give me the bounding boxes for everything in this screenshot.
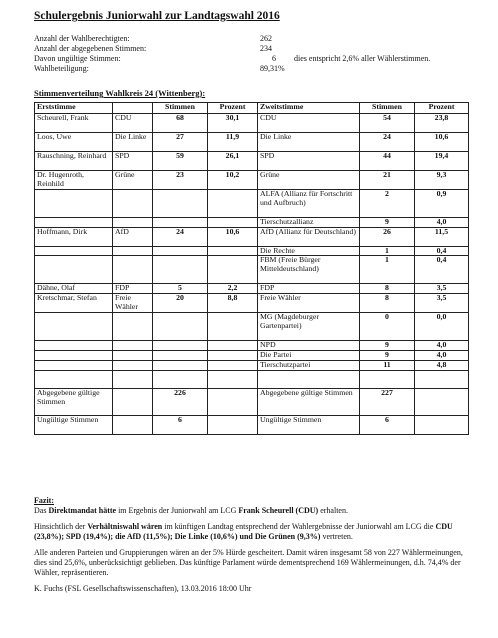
table-cell: 0,0 — [415, 313, 469, 341]
table-cell — [35, 218, 113, 228]
column-header: Zweitstimme — [258, 103, 360, 114]
table-cell — [113, 218, 153, 228]
stat-label: Wahlbeteiligung: — [34, 64, 89, 73]
table-cell: 23,8 — [415, 114, 469, 133]
table-row — [35, 152, 469, 171]
column-header: Erststimme — [35, 103, 113, 114]
table-cell: Die Linke — [113, 133, 153, 152]
table-cell: 226 — [153, 389, 208, 416]
table-cell: 21 — [360, 171, 415, 190]
table-cell — [415, 416, 469, 435]
table-cell: Kretschmar, Stefan — [35, 294, 113, 313]
table-row — [35, 361, 469, 371]
table-cell — [153, 361, 208, 371]
table-cell: 23 — [153, 171, 208, 190]
table-cell: 20 — [153, 294, 208, 313]
table-cell: Abgegebene gültige Stimmen — [258, 389, 360, 416]
table-row — [35, 389, 469, 416]
table-cell: Freie Wähler — [113, 294, 153, 313]
table-cell: Rauschning, Reinhard — [35, 152, 113, 171]
table-cell: SPD — [113, 152, 153, 171]
table-cell — [153, 190, 208, 218]
table-cell: 2,2 — [208, 284, 258, 294]
table-cell — [153, 351, 208, 361]
table-cell: 1 — [360, 246, 415, 256]
proportional-vote-paragraph — [34, 522, 474, 542]
table-cell: CDU — [258, 114, 360, 133]
table-cell — [113, 416, 153, 435]
table-cell — [113, 313, 153, 341]
table-cell: FDP — [258, 284, 360, 294]
table-cell — [208, 389, 258, 416]
table-cell: 4,8 — [415, 361, 469, 371]
table-cell: Ungültige Stimmen — [35, 416, 113, 435]
table-cell: 0,4 — [415, 256, 469, 284]
table-cell: 26 — [360, 227, 415, 246]
table-cell — [153, 218, 208, 228]
stat-value: 6 — [272, 54, 276, 63]
table-cell: 2 — [360, 190, 415, 218]
table-cell — [35, 361, 113, 371]
table-cell: MG (Magdeburger Gartenpartei) — [258, 313, 360, 341]
paragraph-text: erhalten. — [318, 506, 348, 515]
column-header: Prozent — [415, 103, 469, 114]
table-cell: 9,3 — [415, 171, 469, 190]
table-cell — [113, 256, 153, 284]
column-header: Prozent — [208, 103, 258, 114]
table-cell: 0,4 — [415, 246, 469, 256]
table-cell: 54 — [360, 114, 415, 133]
column-header: Stimmen — [153, 103, 208, 114]
table-cell — [113, 190, 153, 218]
table-row — [35, 246, 469, 256]
table-cell — [360, 371, 415, 389]
table-cell: CDU — [113, 114, 153, 133]
table-cell — [208, 371, 258, 389]
table-cell: Hoffmann, Dirk — [35, 227, 113, 246]
table-cell: Loos, Uwe — [35, 133, 113, 152]
column-header: Stimmen — [360, 103, 415, 114]
table-cell — [35, 313, 113, 341]
table-cell: 5 — [153, 284, 208, 294]
table-cell: Tierschutzallianz — [258, 218, 360, 228]
table-cell — [208, 341, 258, 351]
table-row — [35, 114, 469, 133]
stat-label: Anzahl der abgegebenen Stimmen: — [34, 44, 147, 53]
table-cell — [208, 361, 258, 371]
table-cell: Abgegebene gültige Stimmen — [35, 389, 113, 416]
table-cell: 10,6 — [415, 133, 469, 152]
table-row — [35, 218, 469, 228]
table-cell: FBM (Freie Bürger Mitteldeutschland) — [258, 256, 360, 284]
vote-distribution-heading: Stimmenverteilung Wahlkreis 24 (Wittenberg): — [34, 88, 206, 98]
table-row — [35, 227, 469, 246]
table-cell: ALFA (Allianz für Fortschritt und Aufbruch) — [258, 190, 360, 218]
table-cell: Tierschutzpartei — [258, 361, 360, 371]
table-cell: 4,0 — [415, 351, 469, 361]
table-cell: Ungültige Stimmen — [258, 416, 360, 435]
table-cell: 227 — [360, 389, 415, 416]
table-cell: 11 — [360, 361, 415, 371]
table-cell: Die Partei — [258, 351, 360, 361]
table-cell: 8 — [360, 284, 415, 294]
table-cell: 11,9 — [208, 133, 258, 152]
stat-value: 89,31% — [260, 64, 285, 73]
table-cell — [208, 256, 258, 284]
table-cell: 10,2 — [208, 171, 258, 190]
table-cell: 0 — [360, 313, 415, 341]
table-cell — [153, 313, 208, 341]
table-cell: 3,5 — [415, 294, 469, 313]
table-cell: Dr. Hugenroth, Reinhild — [35, 171, 113, 190]
table-cell: 1 — [360, 256, 415, 284]
table-row — [35, 294, 469, 313]
column-header — [113, 103, 153, 114]
table-cell — [35, 351, 113, 361]
table-row — [35, 313, 469, 341]
signature-line: K. Fuchs (FSL Gesellschaftswissenschaften), 13.03.2016 18:00 Uhr — [34, 584, 252, 593]
table-cell: 26,1 — [208, 152, 258, 171]
table-cell: Scheurell, Frank — [35, 114, 113, 133]
table-cell — [415, 389, 469, 416]
paragraph-text: im Ergebnis der Juniorwahl am LCG — [116, 506, 239, 515]
table-cell — [415, 371, 469, 389]
table-cell — [208, 246, 258, 256]
table-cell: Die Rechte — [258, 246, 360, 256]
direct-mandate-paragraph — [34, 506, 474, 516]
table-cell: Grüne — [113, 171, 153, 190]
document-title: Schulergebnis Juniorwahl zur Landtagswahl 2016 — [34, 10, 280, 22]
table-cell — [208, 190, 258, 218]
table-cell — [35, 371, 113, 389]
table-cell: 8,8 — [208, 294, 258, 313]
paragraph-text: Hinsichtlich der — [34, 522, 88, 531]
table-cell — [153, 246, 208, 256]
table-cell: AfD — [113, 227, 153, 246]
table-cell — [113, 389, 153, 416]
paragraph-text: vertreten. — [320, 532, 353, 541]
table-cell: 0,9 — [415, 190, 469, 218]
table-cell — [208, 416, 258, 435]
table-cell — [113, 351, 153, 361]
table-cell — [35, 341, 113, 351]
table-cell — [113, 361, 153, 371]
table-cell — [258, 371, 360, 389]
results-table — [34, 102, 469, 435]
table-cell: Grüne — [258, 171, 360, 190]
table-cell: 11,5 — [415, 227, 469, 246]
table-cell — [153, 341, 208, 351]
table-cell: 68 — [153, 114, 208, 133]
table-cell: SPD — [258, 152, 360, 171]
table-cell — [153, 256, 208, 284]
conclusion-section — [34, 496, 474, 600]
table-cell — [35, 246, 113, 256]
table-cell: 8 — [360, 294, 415, 313]
table-cell — [113, 341, 153, 351]
emphasis-text: Frank Scheurell (CDU) — [238, 506, 319, 515]
conclusion-heading: Fazit: — [34, 496, 54, 505]
table-cell: 27 — [153, 133, 208, 152]
table-cell: 30,1 — [208, 114, 258, 133]
table-cell: 4,0 — [415, 218, 469, 228]
threshold-paragraph: Alle anderen Parteien und Gruppierungen wären an der 5% Hürde gescheitert. Damit wären insgesamt 58 von 227 Wählermeinungen, dies sind 25,6%, unberücksichtigt geblieben. Das künftige Parlament würde dementsprechend 169 Wählermeinungen, d.h. 74,4% der Wähler, repräsentieren. — [34, 548, 463, 577]
table-cell: 59 — [153, 152, 208, 171]
table-cell — [113, 371, 153, 389]
table-row — [35, 133, 469, 152]
table-cell: 6 — [360, 416, 415, 435]
table-cell: 10,6 — [208, 227, 258, 246]
table-row — [35, 256, 469, 284]
table-row — [35, 171, 469, 190]
table-cell — [35, 190, 113, 218]
table-cell: Dähne, Olaf — [35, 284, 113, 294]
table-cell: Freie Wähler — [258, 294, 360, 313]
table-cell: AfD (Allianz für Deutschland) — [258, 227, 360, 246]
stat-label: Anzahl der Wahlberechtigten: — [34, 34, 130, 43]
table-cell: 9 — [360, 341, 415, 351]
stat-label: Davon ungültige Stimmen: — [34, 54, 121, 63]
table-cell: 9 — [360, 218, 415, 228]
table-cell — [113, 246, 153, 256]
paragraph-text: Das — [34, 506, 49, 515]
table-cell: 24 — [360, 133, 415, 152]
table-row — [35, 284, 469, 294]
table-row — [35, 190, 469, 218]
paragraph-text: im künftigen Landtag entsprechend der Wahlergebnisse der Juniorwahl am LCG die — [162, 522, 436, 531]
table-row — [35, 371, 469, 389]
table-row — [35, 416, 469, 435]
table-cell: 4,0 — [415, 341, 469, 351]
table-cell — [153, 371, 208, 389]
emphasis-text: CDU (23,8%); SPD (19,4%); die AfD (11,5%); Die Linke (10,6%) und Die Grünen (9,3%) — [34, 522, 453, 541]
emphasis-text: Verhältniswahl wären — [87, 522, 163, 531]
table-cell: 9 — [360, 351, 415, 361]
table-cell: 3,5 — [415, 284, 469, 294]
table-header-row — [35, 103, 469, 114]
emphasis-text: Direktmandat hätte — [48, 506, 117, 515]
table-cell — [35, 256, 113, 284]
table-cell: 44 — [360, 152, 415, 171]
stat-value: 234 — [260, 44, 272, 53]
table-cell: FDP — [113, 284, 153, 294]
stat-note: dies entspricht 2,6% aller Wählerstimmen. — [294, 54, 431, 63]
table-cell — [208, 218, 258, 228]
table-cell: NPD — [258, 341, 360, 351]
table-row — [35, 351, 469, 361]
table-row — [35, 341, 469, 351]
table-cell: 24 — [153, 227, 208, 246]
table-cell — [208, 351, 258, 361]
table-cell: 6 — [153, 416, 208, 435]
stat-value: 262 — [260, 34, 272, 43]
table-cell: Die Linke — [258, 133, 360, 152]
table-cell: 19,4 — [415, 152, 469, 171]
table-cell — [208, 313, 258, 341]
